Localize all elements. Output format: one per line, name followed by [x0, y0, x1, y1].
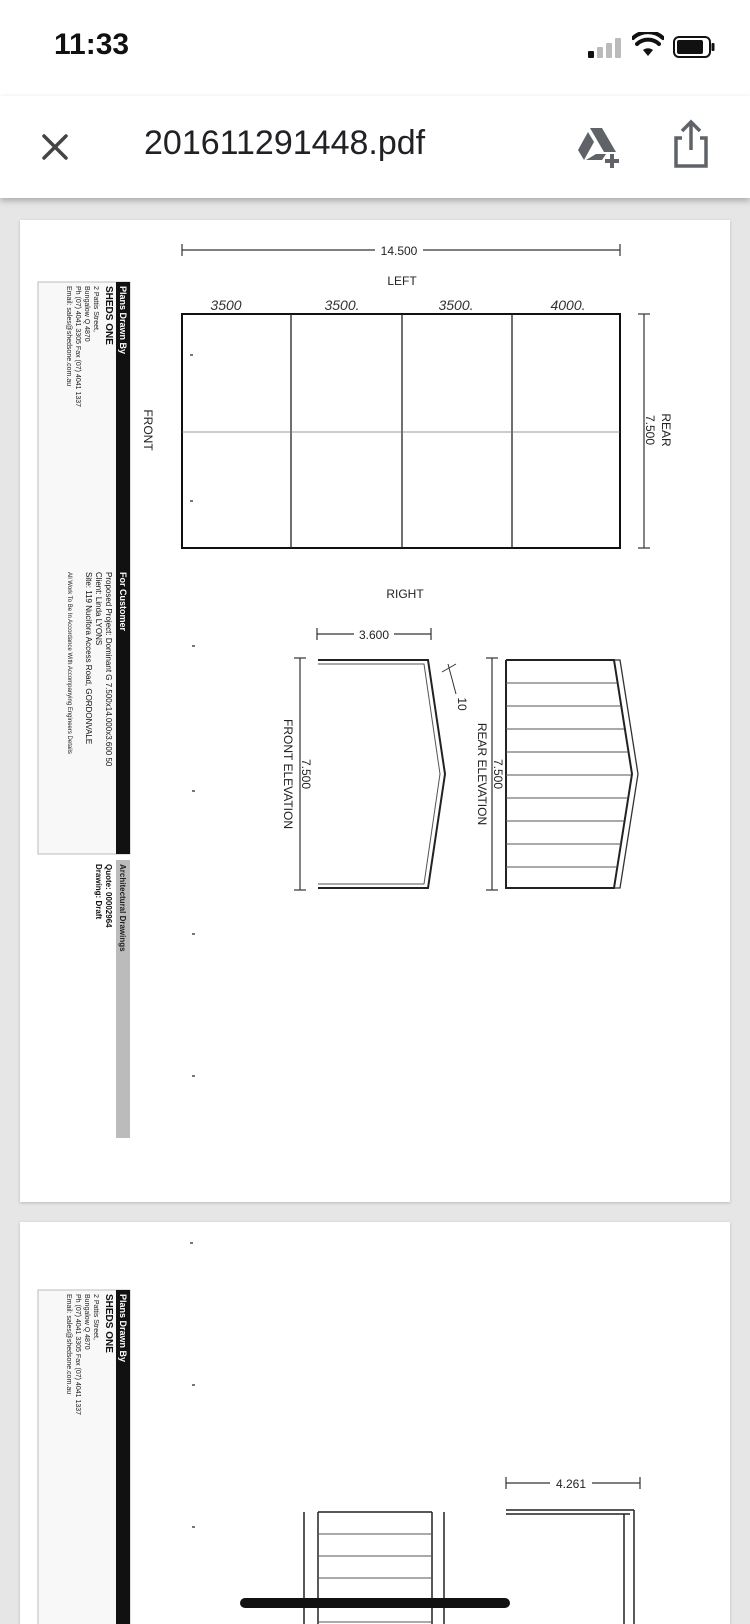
- company-suburb-2: Bungalow Q 4870: [83, 1294, 90, 1350]
- plans-drawn-by-heading: Plans Drawn By: [118, 286, 128, 355]
- rear-elevation-label: REAR ELEVATION: [475, 722, 489, 826]
- bay-dim-2: 3500.: [324, 297, 360, 313]
- document-title: 201611291448.pdf: [144, 124, 426, 162]
- overall-width-dim: 14.500: [380, 244, 418, 258]
- height-dim: 3.600: [358, 628, 390, 642]
- floor-plan-outline: [182, 314, 620, 548]
- wifi-icon: [632, 32, 664, 58]
- bay-dim-3: 3500.: [438, 297, 474, 313]
- cellular-signal-icon: [588, 38, 622, 58]
- battery-icon: [673, 36, 715, 58]
- front-elevation-label: FRONT ELEVATION: [281, 718, 295, 830]
- rear-elevation-dim: 7.500: [491, 758, 505, 790]
- company-suburb: Bungalow Q 4870: [83, 286, 90, 342]
- left-side-label: LEFT: [387, 274, 417, 288]
- page2-width-dim: 4.261: [555, 1477, 587, 1491]
- quote-number: Quote: 00002964: [104, 864, 113, 928]
- pdf-document-viewer[interactable]: [0, 198, 750, 1624]
- bay-dim-1: 3500: [210, 297, 242, 313]
- pdf-page-2: [20, 1222, 730, 1624]
- shed-plan-drawing-2: [20, 1222, 730, 1624]
- roof-pitch-dim: 10: [455, 697, 469, 711]
- company-street-2: 2 Pattis Street,: [92, 1294, 99, 1340]
- rear-width-dim: 7.500: [643, 414, 657, 446]
- shed-plan-drawing: [20, 220, 730, 1202]
- bay-dim-4: 4000.: [550, 297, 586, 313]
- rear-elevation-outline: [506, 660, 632, 888]
- for-customer-heading: For Customer: [118, 572, 128, 632]
- title-block: [38, 282, 130, 1138]
- company-name-2: SHEDS ONE: [103, 1294, 114, 1353]
- front-elevation-dim: 7.500: [299, 758, 313, 790]
- front-side-label: FRONT: [141, 409, 155, 451]
- share-icon[interactable]: [668, 118, 714, 170]
- site-line: Site: 119 Nucifora Access Road, GORDONVALE: [84, 572, 93, 745]
- plans-drawn-by-heading-2: Plans Drawn By: [118, 1294, 128, 1363]
- company-email-2: Email: sales@shedsone.com.au: [65, 1294, 72, 1395]
- company-email: Email: sales@shedsone.com.au: [65, 286, 72, 387]
- company-name: SHEDS ONE: [103, 286, 114, 345]
- company-phone-2: Ph (07) 4041 3305 Fax (07) 4041 1337: [74, 1294, 81, 1416]
- home-indicator[interactable]: [240, 1598, 510, 1608]
- pdf-page-1: [20, 220, 730, 1202]
- add-to-drive-icon[interactable]: [572, 120, 624, 172]
- rear-side-label: REAR: [659, 413, 673, 447]
- engineering-note: All Work To Be In Accordance With Accompanying Engineers Details: [66, 572, 72, 754]
- company-street: 2 Pattis Street,: [92, 286, 99, 332]
- close-icon[interactable]: [32, 124, 78, 170]
- right-side-label: RIGHT: [386, 587, 424, 601]
- drawing-status: Drawing: Draft: [94, 864, 103, 920]
- title-block-2: [38, 1290, 130, 1624]
- status-time: 11:33: [54, 28, 130, 61]
- status-bar: [0, 0, 750, 96]
- front-elevation-outline: [318, 660, 445, 888]
- project-line: Proposed Project: Dominant G 7.500x14.000x3.600 50: [104, 572, 113, 767]
- page2-elevation-right: [506, 1510, 634, 1624]
- client-line: Client: Linda LYONS: [94, 572, 103, 646]
- company-phone: Ph (07) 4041 3305 Fax (07) 4041 1337: [74, 286, 81, 408]
- architectural-drawings-heading: Architectural Drawings: [118, 864, 127, 952]
- pdf-viewer-toolbar: [0, 96, 750, 198]
